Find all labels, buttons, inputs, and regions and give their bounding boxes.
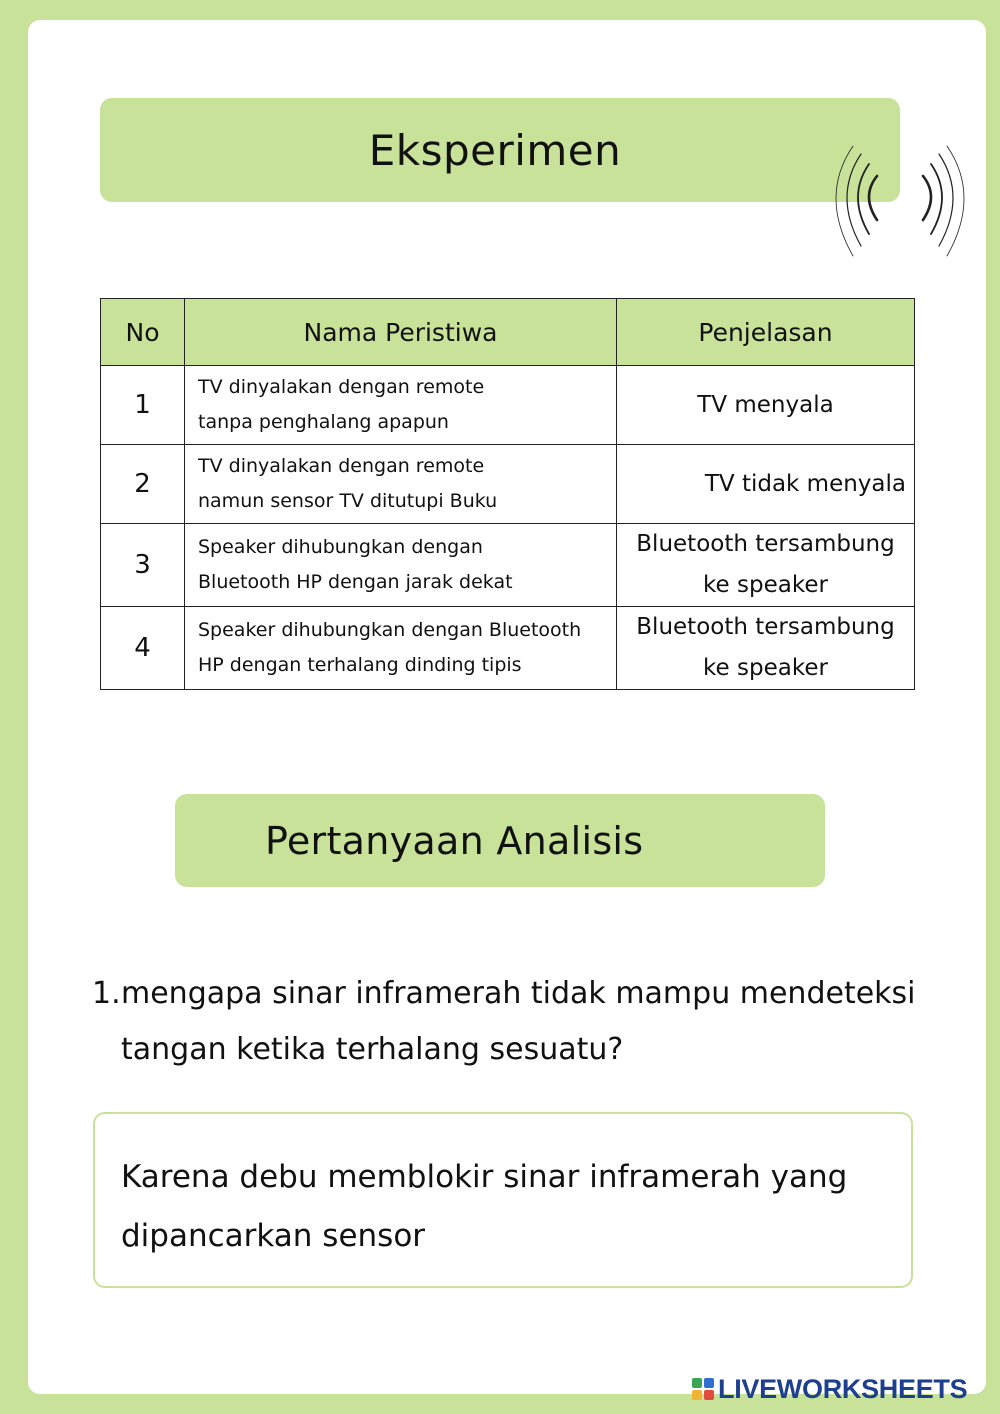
table-row — [101, 607, 915, 690]
analysis-question — [92, 966, 952, 1078]
answer-line: dipancarkan sensor — [121, 1218, 426, 1254]
analysis-title: Pertanyaan Analisis — [265, 818, 644, 863]
question-line: tangan ketika terhalang sesuatu? — [121, 1032, 624, 1067]
header-no: No — [101, 299, 185, 366]
event-line: Bluetooth HP dengan jarak dekat — [198, 571, 513, 593]
answer-line: Karena debu memblokir sinar inframerah yang — [121, 1159, 848, 1195]
explanation-line: Bluetooth tersambung — [636, 531, 895, 557]
event-cell — [185, 445, 617, 524]
explanation-line: Bluetooth tersambung — [636, 614, 895, 640]
liveworksheets-logo-icon — [692, 1378, 714, 1400]
table-row — [101, 366, 915, 445]
logo-text: LIVEWORKSHEETS — [718, 1373, 968, 1404]
event-line: TV dinyalakan dengan remote — [198, 376, 485, 398]
event-line: TV dinyalakan dengan remote — [198, 455, 485, 477]
event-line: namun sensor TV ditutupi Buku — [198, 490, 498, 512]
event-line: HP dengan terhalang dinding tipis — [198, 654, 522, 676]
explanation-line: TV menyala — [697, 391, 834, 418]
explanation-line: ke speaker — [703, 572, 828, 598]
explanation-cell — [617, 366, 915, 445]
question-line: mengapa sinar inframerah tidak mampu mendeteksi — [121, 976, 916, 1011]
event-line: tanpa penghalang apapun — [198, 411, 449, 433]
liveworksheets-logo[interactable] — [692, 1374, 967, 1404]
event-cell — [185, 524, 617, 607]
row-number: 4 — [101, 607, 185, 690]
explanation-cell — [617, 524, 915, 607]
experiment-banner — [100, 98, 900, 202]
row-number: 2 — [101, 445, 185, 524]
event-line: Speaker dihubungkan dengan Bluetooth — [198, 619, 582, 641]
event-line: Speaker dihubungkan dengan — [198, 536, 483, 558]
table-row — [101, 445, 915, 524]
explanation-line: TV tidak menyala — [704, 470, 906, 497]
explanation-cell — [617, 607, 915, 690]
explanation-cell — [617, 445, 915, 524]
table-header-row — [101, 299, 915, 366]
event-cell — [185, 607, 617, 690]
experiment-title: Eksperimen — [368, 125, 622, 175]
header-explanation: Penjelasan — [617, 299, 915, 366]
row-number: 3 — [101, 524, 185, 607]
signal-waves-icon — [825, 142, 975, 262]
explanation-line: ke speaker — [703, 655, 828, 681]
row-number: 1 — [101, 366, 185, 445]
experiment-table — [100, 298, 914, 690]
answer-box[interactable] — [93, 1112, 913, 1288]
table-row — [101, 524, 915, 607]
question-number: 1. — [92, 976, 121, 1011]
analysis-banner — [175, 794, 825, 887]
header-event: Nama Peristiwa — [185, 299, 617, 366]
event-cell — [185, 366, 617, 445]
question-text — [121, 966, 952, 1078]
